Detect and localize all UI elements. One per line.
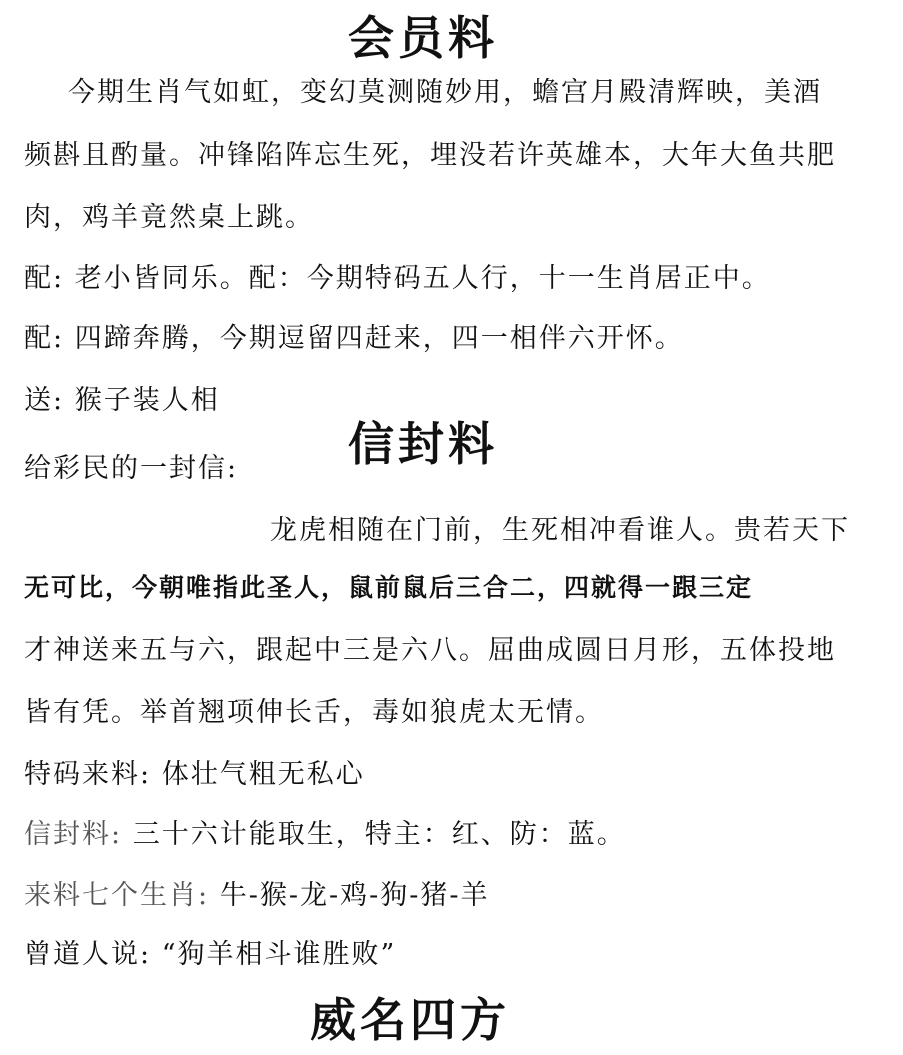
pair-label: 送:	[24, 385, 65, 416]
letter-item-4	[24, 932, 396, 971]
pair-label: 配:	[24, 263, 65, 294]
pair-text: 四蹄奔腾，今期逗留四赶来，四一相伴六开怀。	[74, 323, 684, 354]
item-label: 信封料:	[24, 819, 123, 850]
letter-poem-line-1: 龙虎相随在门前，生死相冲看谁人。贵若天下	[270, 515, 850, 546]
heading-letter: 信封料	[348, 417, 498, 471]
heading-fame: 威名四方	[310, 993, 510, 1047]
item-text: 牛-猴-龙-鸡-狗-猪-羊	[219, 880, 490, 911]
pair-line-3	[24, 378, 220, 417]
item-text: 三十六计能取生，特主：红、防：蓝。	[132, 819, 626, 850]
member-poem-line-2: 频斟且酌量。冲锋陷阵忘生死，埋没若许英雄本，大年大鱼共肥	[24, 140, 836, 171]
letter-intro: 给彩民的一封信:	[24, 453, 239, 484]
letter-poem-line-4: 皆有凭。举首翘项伸长舌，毒如狼虎太无情。	[24, 697, 604, 728]
item-label: 曾道人说:	[24, 939, 152, 970]
item-text: “狗羊相斗谁胜败”	[161, 939, 397, 970]
pair-line-2	[24, 316, 684, 355]
pair-text: 猴子装人相	[74, 385, 220, 416]
letter-item-1	[24, 752, 365, 791]
letter-item-3	[24, 873, 489, 912]
item-label: 特码来料:	[24, 759, 152, 790]
heading-member: 会员料	[348, 11, 498, 65]
pair-label: 配:	[24, 323, 65, 354]
member-poem-line-3: 肉，鸡羊竟然桌上跳。	[24, 202, 314, 233]
letter-poem-line-3: 才神送来五与六，跟起中三是六八。屈曲成圆日月形，五体投地	[24, 635, 836, 666]
pair-line-1	[24, 256, 771, 295]
member-poem-line-1: 今期生肖气如虹，变幻莫测随妙用，蟾宫月殿清辉映，美酒	[68, 77, 822, 108]
pair-text: 老小皆同乐。配：今期特码五人行，十一生肖居正中。	[74, 263, 771, 294]
item-label: 来料七个生肖:	[24, 880, 210, 911]
letter-poem-line-2: 无可比，今朝唯指此圣人，鼠前鼠后三合二，四就得一跟三定	[24, 573, 754, 602]
item-text: 体壮气粗无私心	[161, 759, 365, 790]
letter-item-2	[24, 812, 626, 851]
